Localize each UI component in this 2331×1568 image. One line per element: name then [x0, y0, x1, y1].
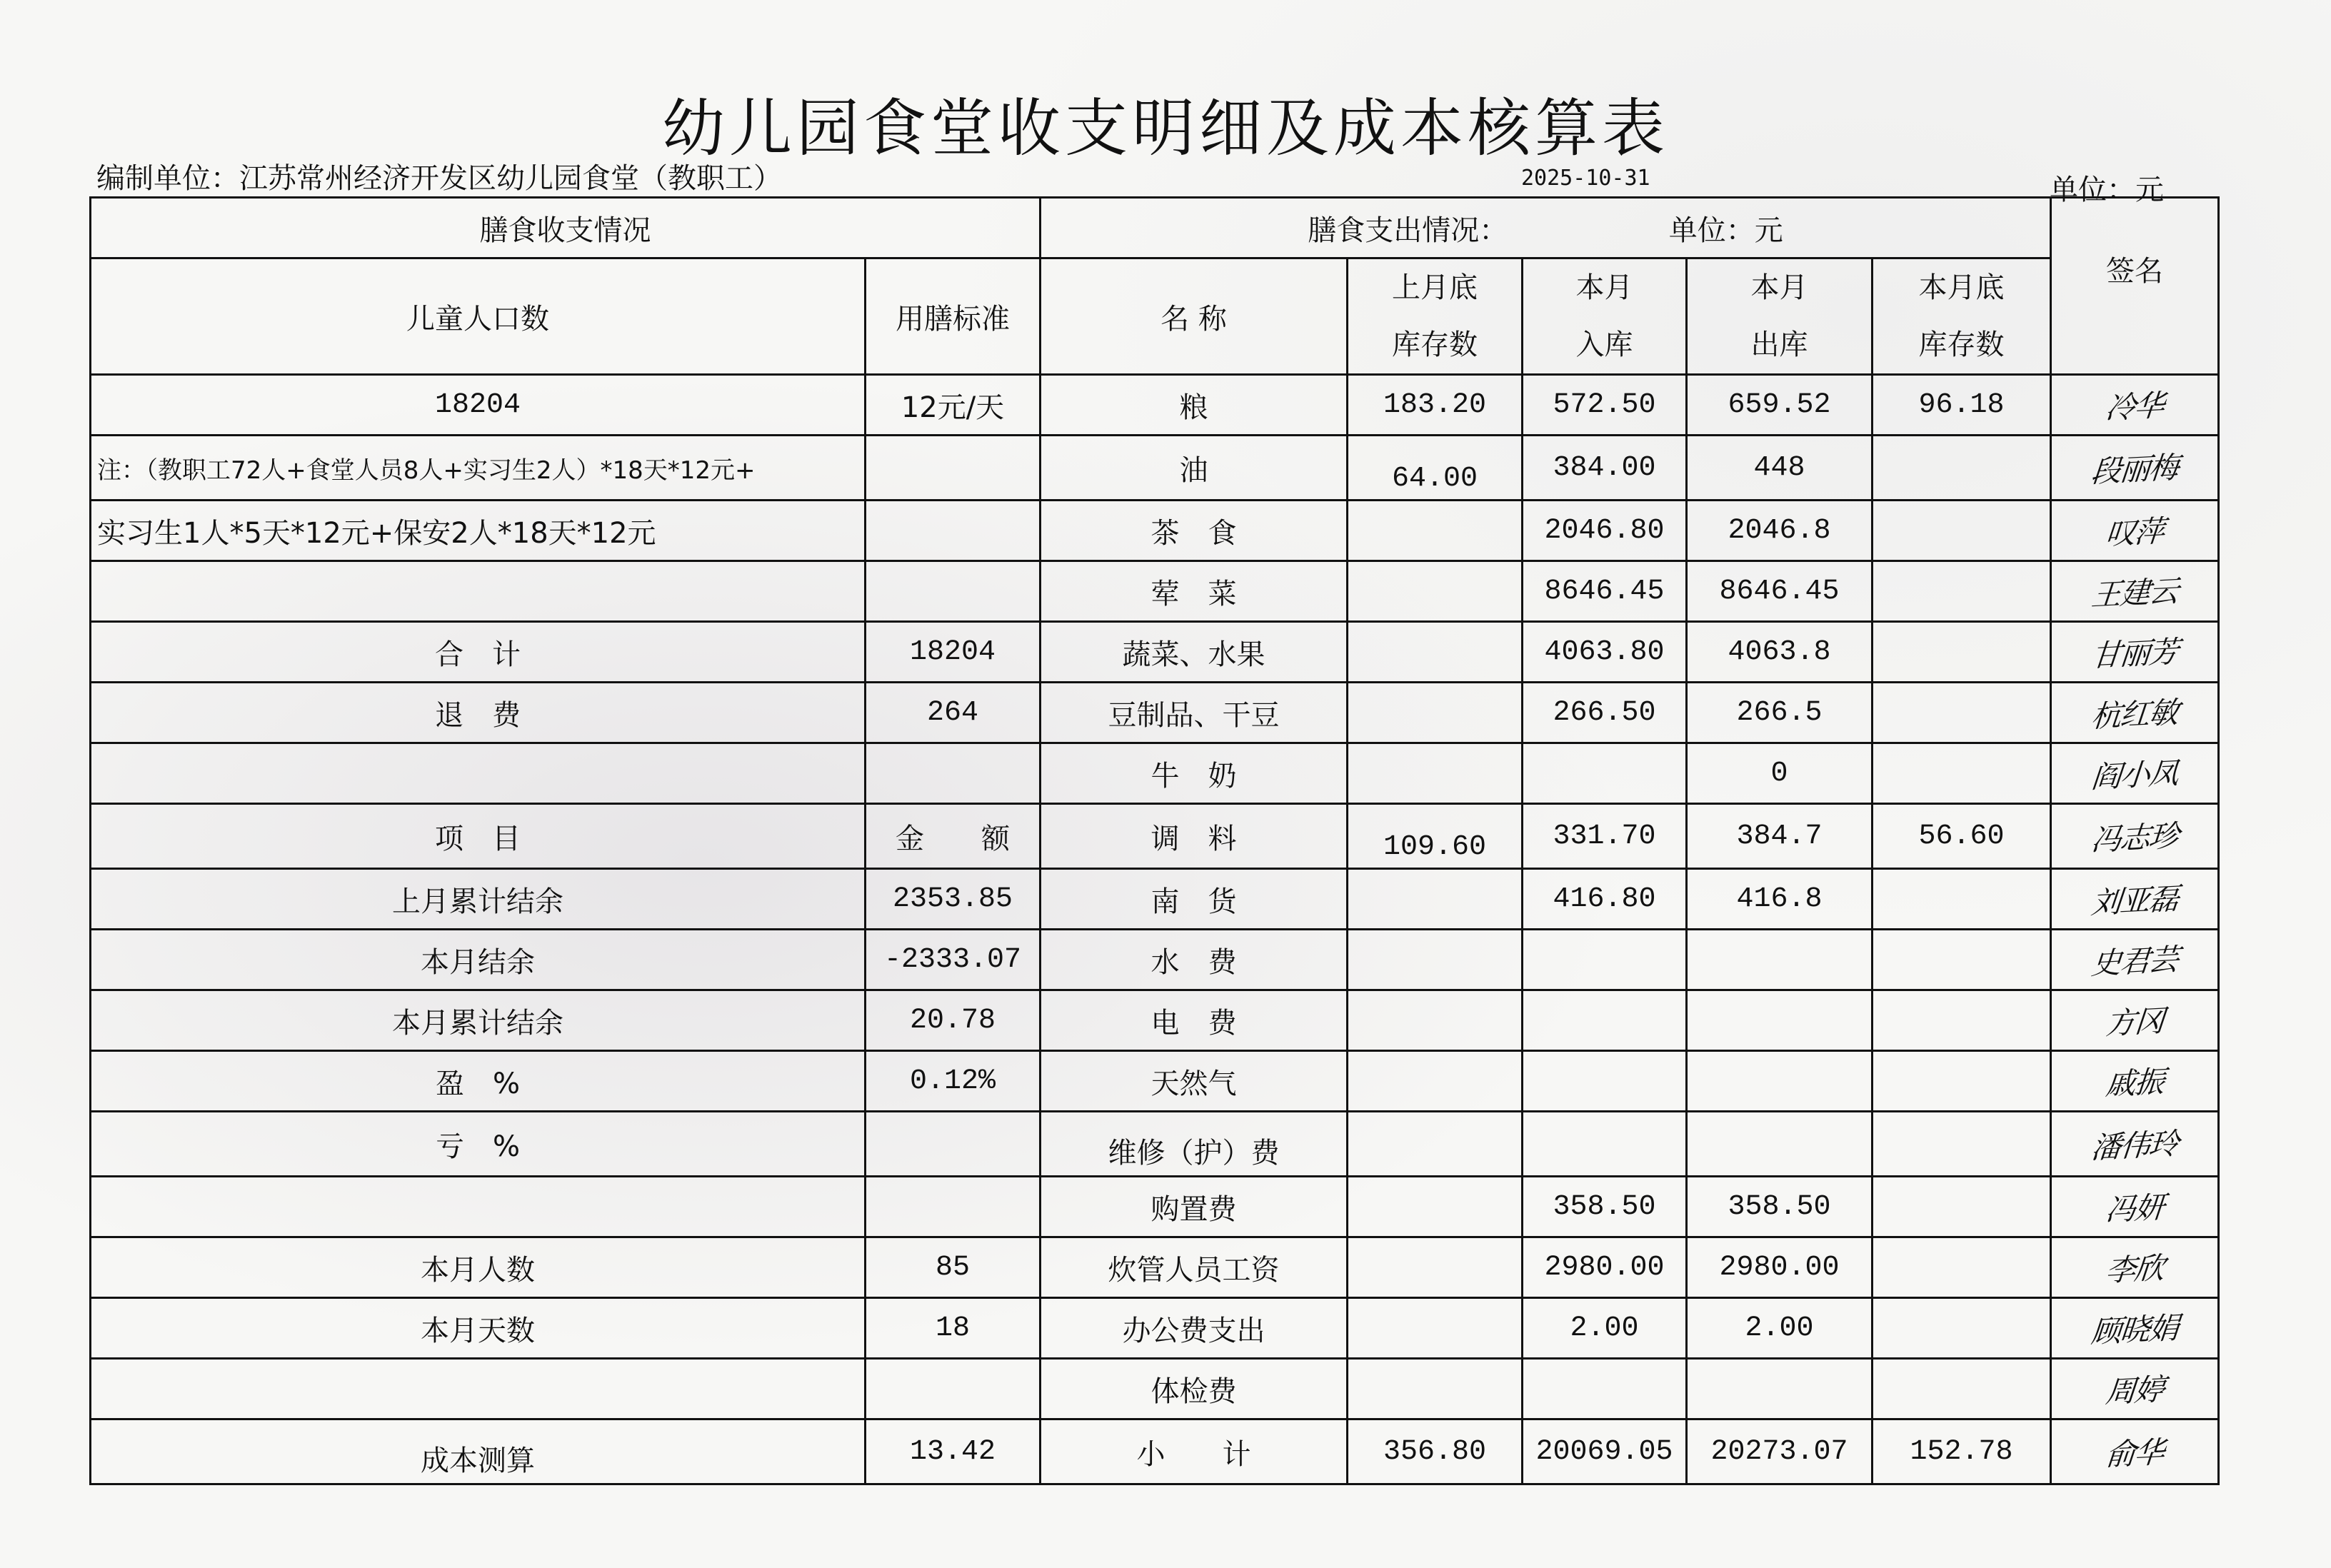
table-row [91, 1359, 2219, 1419]
col-end-stock: 本月底 库存数 [1873, 258, 2051, 375]
expense-header: 膳食支出情况： 单位：元 [1041, 198, 2051, 258]
expense-name: 小 计 [1041, 1419, 1348, 1484]
expense-name: 办公费支出 [1041, 1298, 1348, 1359]
income-label [91, 1177, 866, 1237]
end-stock: 96.18 [1873, 375, 2051, 436]
table-body [91, 375, 2219, 1484]
end-stock [1873, 561, 2051, 622]
income-value: 0.12% [866, 1051, 1041, 1112]
handwritten-signature: 顾晓娟 [2090, 1310, 2180, 1350]
income-label: 成本测算 [91, 1419, 866, 1484]
expense-name: 南 货 [1041, 869, 1348, 930]
expense-name: 粮 [1041, 375, 1348, 436]
col-signature: 签名 [2051, 198, 2219, 375]
end-stock [1873, 1359, 2051, 1419]
stock-out: 358.50 [1687, 1177, 1873, 1237]
end-stock [1873, 1177, 2051, 1237]
stock-in: 384.00 [1523, 436, 1687, 501]
stock-in: 8646.45 [1523, 561, 1687, 622]
income-label [91, 1359, 866, 1419]
table-row [91, 1237, 2219, 1298]
table-row [91, 1112, 2219, 1177]
stock-in [1523, 1051, 1687, 1112]
signature-cell [2051, 1359, 2219, 1419]
income-value: 金 额 [866, 804, 1041, 869]
expense-name: 电 费 [1041, 990, 1348, 1051]
signature-cell [2051, 1419, 2219, 1484]
end-stock [1873, 683, 2051, 743]
table-row [91, 990, 2219, 1051]
end-stock [1873, 990, 2051, 1051]
end-stock [1873, 869, 2051, 930]
stock-in: 2046.80 [1523, 501, 1687, 561]
income-value: 20.78 [866, 990, 1041, 1051]
income-label: 本月累计结余 [91, 990, 866, 1051]
signature-cell [2051, 375, 2219, 436]
col-in: 本月 入库 [1523, 258, 1687, 375]
income-label: 本月结余 [91, 930, 866, 990]
col-population: 儿童人口数 [91, 258, 866, 375]
income-value: 85 [866, 1237, 1041, 1298]
table-row [91, 436, 2219, 501]
handwritten-signature: 冯志珍 [2090, 818, 2180, 858]
income-label: 亏 % [91, 1112, 866, 1177]
signature-cell [2051, 743, 2219, 804]
stock-in: 416.80 [1523, 869, 1687, 930]
table-row [91, 804, 2219, 869]
stock-in: 266.50 [1523, 683, 1687, 743]
prev-stock [1348, 1051, 1523, 1112]
income-label [91, 743, 866, 804]
income-label: 18204 [91, 375, 866, 436]
end-stock [1873, 1051, 2051, 1112]
signature-cell [2051, 622, 2219, 683]
income-value: 18 [866, 1298, 1041, 1359]
stock-out: 8646.45 [1687, 561, 1873, 622]
expense-name: 调 料 [1041, 804, 1348, 869]
end-stock [1873, 501, 2051, 561]
prev-stock: 109.60 [1348, 804, 1523, 869]
end-stock [1873, 1112, 2051, 1177]
org-label: 编制单位：江苏常州经济开发区幼儿园食堂（教职工） [96, 162, 782, 195]
income-label: 实习生1人*5天*12元+保安2人*18天*12元 [91, 501, 866, 561]
handwritten-signature: 方冈 [2104, 1002, 2165, 1042]
unit-label: 单位：元 [2050, 174, 2164, 206]
income-label: 盈 % [91, 1051, 866, 1112]
prev-stock [1348, 1359, 1523, 1419]
prev-stock [1348, 622, 1523, 683]
signature-cell [2051, 1298, 2219, 1359]
income-value [866, 436, 1041, 501]
handwritten-signature: 潘伟玲 [2090, 1125, 2180, 1166]
stock-out: 448 [1687, 436, 1873, 501]
prev-stock [1348, 1177, 1523, 1237]
stock-out [1687, 1051, 1873, 1112]
prev-stock [1348, 1298, 1523, 1359]
handwritten-signature: 冯妍 [2104, 1189, 2165, 1228]
end-stock: 152.78 [1873, 1419, 2051, 1484]
table-row [91, 1419, 2219, 1484]
header-row-1 [91, 198, 2219, 258]
income-label: 注：（教职工72人+食堂人员8人+实习生2人）*18天*12元+ [91, 436, 866, 501]
income-label [91, 561, 866, 622]
stock-out: 2980.00 [1687, 1237, 1873, 1298]
income-value [866, 743, 1041, 804]
expense-name: 豆制品、干豆 [1041, 683, 1348, 743]
table-row [91, 501, 2219, 561]
income-label: 合 计 [91, 622, 866, 683]
report-date: 2025-10-31 [1521, 166, 1650, 191]
cost-table [89, 196, 2220, 1485]
income-header: 膳食收支情况 [91, 198, 1041, 258]
table-row [91, 869, 2219, 930]
stock-in: 331.70 [1523, 804, 1687, 869]
stock-out: 4063.8 [1687, 622, 1873, 683]
prev-stock [1348, 683, 1523, 743]
signature-cell [2051, 869, 2219, 930]
income-label: 本月天数 [91, 1298, 866, 1359]
col-out: 本月 出库 [1687, 258, 1873, 375]
stock-out [1687, 930, 1873, 990]
signature-cell [2051, 930, 2219, 990]
end-stock [1873, 743, 2051, 804]
prev-stock: 183.20 [1348, 375, 1523, 436]
signature-cell [2051, 1051, 2219, 1112]
expense-name: 炊管人员工资 [1041, 1237, 1348, 1298]
income-value [866, 561, 1041, 622]
prev-stock [1348, 743, 1523, 804]
prev-stock [1348, 1112, 1523, 1177]
prev-stock [1348, 1237, 1523, 1298]
table-row [91, 1298, 2219, 1359]
stock-out: 2.00 [1687, 1298, 1873, 1359]
table-row [91, 683, 2219, 743]
header-row-2 [91, 258, 2219, 375]
end-stock [1873, 622, 2051, 683]
income-label: 项 目 [91, 804, 866, 869]
col-standard: 用膳标准 [866, 258, 1041, 375]
stock-in [1523, 1359, 1687, 1419]
stock-out: 2046.8 [1687, 501, 1873, 561]
income-label: 上月累计结余 [91, 869, 866, 930]
handwritten-signature: 甘丽芳 [2090, 633, 2180, 674]
handwritten-signature: 史君芸 [2090, 941, 2180, 982]
prev-stock [1348, 501, 1523, 561]
signature-cell [2051, 436, 2219, 501]
signature-cell [2051, 683, 2219, 743]
end-stock [1873, 1298, 2051, 1359]
handwritten-signature: 俞华 [2104, 1434, 2165, 1473]
stock-in [1523, 990, 1687, 1051]
stock-out: 384.7 [1687, 804, 1873, 869]
income-value [866, 1112, 1041, 1177]
handwritten-signature: 李欣 [2104, 1250, 2165, 1289]
signature-cell [2051, 501, 2219, 561]
income-value: 13.42 [866, 1419, 1041, 1484]
prev-stock [1348, 869, 1523, 930]
expense-name: 水 费 [1041, 930, 1348, 990]
expense-name: 天然气 [1041, 1051, 1348, 1112]
table-row [91, 1051, 2219, 1112]
table-row [91, 1177, 2219, 1237]
expense-name: 体检费 [1041, 1359, 1348, 1419]
expense-name: 维修（护）费 [1041, 1112, 1348, 1177]
stock-in: 358.50 [1523, 1177, 1687, 1237]
income-label: 退 费 [91, 683, 866, 743]
stock-out: 266.5 [1687, 683, 1873, 743]
handwritten-signature: 叹萍 [2104, 513, 2165, 552]
table-row [91, 622, 2219, 683]
income-value: 2353.85 [866, 869, 1041, 930]
stock-out [1687, 1112, 1873, 1177]
stock-out: 0 [1687, 743, 1873, 804]
prev-stock: 64.00 [1348, 436, 1523, 501]
signature-cell [2051, 1177, 2219, 1237]
stock-out: 416.8 [1687, 869, 1873, 930]
expense-name: 荤 菜 [1041, 561, 1348, 622]
document-title: 幼儿园食堂收支明细及成本核算表 [661, 91, 1669, 165]
table-row [91, 375, 2219, 436]
stock-in [1523, 1112, 1687, 1177]
income-label: 本月人数 [91, 1237, 866, 1298]
prev-stock [1348, 930, 1523, 990]
stock-out [1687, 1359, 1873, 1419]
col-name: 名 称 [1041, 258, 1348, 375]
signature-cell [2051, 1237, 2219, 1298]
stock-in: 2980.00 [1523, 1237, 1687, 1298]
handwritten-signature: 刘亚磊 [2090, 880, 2180, 921]
end-stock [1873, 436, 2051, 501]
income-value: 18204 [866, 622, 1041, 683]
income-value: -2333.07 [866, 930, 1041, 990]
end-stock [1873, 1237, 2051, 1298]
income-value: 264 [866, 683, 1041, 743]
prev-stock [1348, 990, 1523, 1051]
handwritten-signature: 杭红敏 [2090, 694, 2180, 735]
handwritten-signature: 阎小凤 [2090, 755, 2180, 795]
stock-in: 2.00 [1523, 1298, 1687, 1359]
expense-name: 蔬菜、水果 [1041, 622, 1348, 683]
signature-cell [2051, 804, 2219, 869]
expense-name: 牛 奶 [1041, 743, 1348, 804]
signature-cell [2051, 990, 2219, 1051]
handwritten-signature: 王建云 [2090, 573, 2180, 613]
prev-stock: 356.80 [1348, 1419, 1523, 1484]
expense-name: 油 [1041, 436, 1348, 501]
handwritten-signature: 段丽梅 [2090, 449, 2180, 490]
col-prev-stock: 上月底 库存数 [1348, 258, 1523, 375]
signature-cell [2051, 1112, 2219, 1177]
stock-in [1523, 930, 1687, 990]
stock-in: 572.50 [1523, 375, 1687, 436]
handwritten-signature: 戚振 [2104, 1063, 2165, 1102]
stock-in [1523, 743, 1687, 804]
expense-name: 购置费 [1041, 1177, 1348, 1237]
income-value [866, 1359, 1041, 1419]
table-row [91, 930, 2219, 990]
end-stock [1873, 930, 2051, 990]
signature-cell [2051, 561, 2219, 622]
income-value: 12元/天 [866, 375, 1041, 436]
handwritten-signature: 周婷 [2104, 1371, 2165, 1410]
table-row [91, 743, 2219, 804]
income-value [866, 1177, 1041, 1237]
table-row [91, 561, 2219, 622]
stock-out: 659.52 [1687, 375, 1873, 436]
stock-out [1687, 990, 1873, 1051]
stock-in: 4063.80 [1523, 622, 1687, 683]
end-stock: 56.60 [1873, 804, 2051, 869]
income-value [866, 501, 1041, 561]
stock-in: 20069.05 [1523, 1419, 1687, 1484]
handwritten-signature: 冷华 [2104, 387, 2165, 426]
stock-out: 20273.07 [1687, 1419, 1873, 1484]
prev-stock [1348, 561, 1523, 622]
expense-name: 茶 食 [1041, 501, 1348, 561]
